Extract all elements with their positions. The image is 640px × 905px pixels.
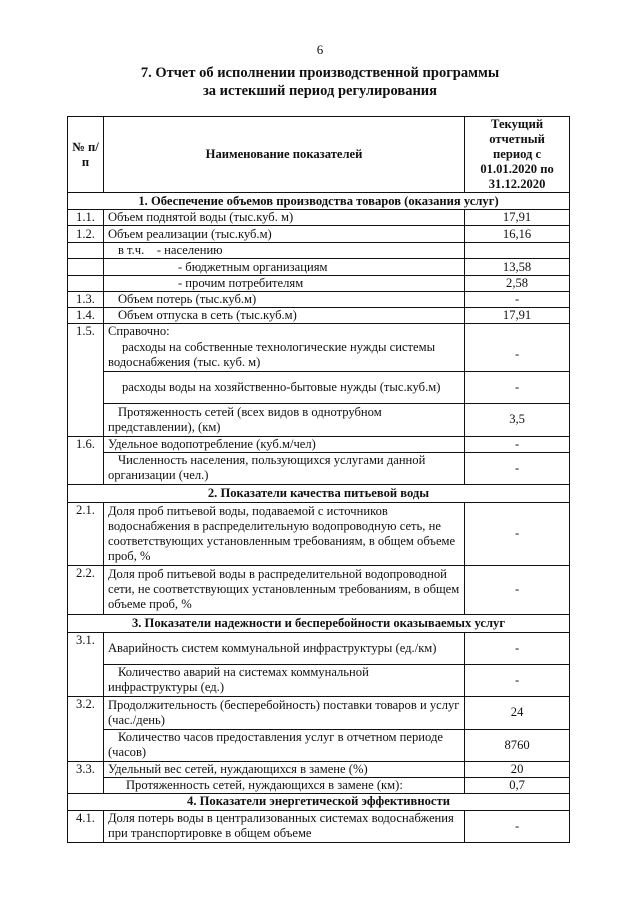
row-value bbox=[465, 243, 570, 259]
table-row bbox=[68, 226, 570, 243]
row-value: - bbox=[465, 371, 570, 403]
table-row bbox=[68, 565, 570, 614]
row-name bbox=[103, 729, 464, 761]
report-table bbox=[67, 116, 570, 843]
row-name-text: Численность населения, пользующихся услугами данной организации (чел.) bbox=[107, 453, 426, 482]
row-name: Справочно: bbox=[103, 324, 464, 340]
row-value: 2,58 bbox=[465, 276, 570, 292]
table-row bbox=[68, 371, 570, 403]
row-name: Объем поднятой воды (тыс.куб. м) bbox=[103, 210, 464, 226]
title-line-2: за истекший период регулирования bbox=[202, 83, 438, 99]
row-num: 2.2. bbox=[68, 565, 104, 614]
row-value: - bbox=[465, 632, 570, 664]
row-name: Объем реализации (тыс.куб.м) bbox=[103, 226, 464, 243]
table-row bbox=[68, 664, 570, 696]
row-name: Объем отпуска в сеть (тыс.куб.м) bbox=[103, 308, 464, 324]
row-value: - bbox=[465, 436, 570, 452]
row-num: 3.2. bbox=[68, 696, 104, 761]
table-row bbox=[68, 210, 570, 226]
row-value: - bbox=[465, 565, 570, 614]
row-num bbox=[68, 276, 104, 292]
table-row bbox=[68, 292, 570, 308]
row-num: 2.1. bbox=[68, 502, 104, 565]
table-row bbox=[68, 403, 570, 436]
row-num: 1.1. bbox=[68, 210, 104, 226]
row-num: 1.5. bbox=[68, 324, 104, 437]
section-row bbox=[68, 193, 570, 210]
row-num: 1.4. bbox=[68, 308, 104, 324]
row-name: Продолжительность (бесперебойность) поставки товаров и услуг (час./день) bbox=[103, 696, 464, 729]
table-row bbox=[68, 339, 570, 371]
row-value: - bbox=[465, 810, 570, 842]
row-num bbox=[68, 243, 104, 259]
row-num: 1.3. bbox=[68, 292, 104, 308]
table-row bbox=[68, 502, 570, 565]
row-num: 1.6. bbox=[68, 436, 104, 484]
row-name bbox=[103, 339, 464, 371]
section-title: 4. Показатели энергетической эффективности bbox=[68, 793, 570, 810]
title-line-1: 7. Отчет об исполнении производственной программы bbox=[140, 65, 500, 81]
row-value: 20 bbox=[465, 761, 570, 777]
page-title bbox=[0, 64, 640, 100]
table-header-row bbox=[68, 117, 570, 193]
row-name bbox=[103, 452, 464, 484]
row-name: Доля потерь воды в централизованных системах водоснабжения при транспортировке в общем объеме bbox=[103, 810, 464, 842]
table-row bbox=[68, 632, 570, 664]
row-value: - bbox=[465, 292, 570, 308]
table-row bbox=[68, 761, 570, 777]
row-value: 24 bbox=[465, 696, 570, 729]
row-name-text: Количество часов предоставления услуг в отчетном периоде (часов) bbox=[107, 730, 443, 759]
table-row bbox=[68, 729, 570, 761]
row-value: - bbox=[465, 502, 570, 565]
table-row bbox=[68, 308, 570, 324]
row-value: 17,91 bbox=[465, 210, 570, 226]
section-row bbox=[68, 793, 570, 810]
header-num: № п/п bbox=[68, 117, 104, 193]
table-row bbox=[68, 452, 570, 484]
row-num: 3.1. bbox=[68, 632, 104, 696]
header-name: Наименование показателей bbox=[103, 117, 464, 193]
table-row bbox=[68, 276, 570, 292]
table-row bbox=[68, 436, 570, 452]
row-name bbox=[103, 664, 464, 696]
row-name: в т.ч. - населению bbox=[103, 243, 464, 259]
row-name-text: расходы на собственные технологические нужды системы водоснабжения (тыс. куб. м) bbox=[107, 339, 436, 369]
row-name: Протяженность сетей, нуждающихся в замене (км): bbox=[103, 777, 464, 793]
row-num: 4.1. bbox=[68, 810, 104, 842]
row-name: - бюджетным организациям bbox=[103, 259, 464, 276]
row-name: - прочим потребителям bbox=[103, 276, 464, 292]
row-value: - bbox=[465, 452, 570, 484]
row-num: 3.3. bbox=[68, 761, 104, 793]
row-name: Удельное водопотребление (куб.м/чел) bbox=[103, 436, 464, 452]
row-value: 3,5 bbox=[465, 403, 570, 436]
row-name-text: Количество аварий на системах коммунальной инфраструктуры (ед.) bbox=[107, 665, 369, 694]
row-value: - bbox=[465, 664, 570, 696]
row-value: 16,16 bbox=[465, 226, 570, 243]
row-num: 1.2. bbox=[68, 226, 104, 243]
row-value: 0,7 bbox=[465, 777, 570, 793]
row-name-text: Протяженность сетей (всех видов в однотрубном представлении), (км) bbox=[107, 404, 382, 434]
table-row bbox=[68, 777, 570, 793]
row-name: Доля проб питьевой воды в распределительной водопроводной сети, не соответствующих установленным требованиям, в общем объеме проб, % bbox=[103, 565, 464, 614]
row-name: Аварийность систем коммунальной инфраструктуры (ед./км) bbox=[103, 632, 464, 664]
row-name: Доля проб питьевой воды, подаваемой с источников водоснабжения в распределительную водопроводную сеть, не соответствующих установленным требованиям, в общем объеме проб, % bbox=[103, 502, 464, 565]
section-title: 3. Показатели надежности и бесперебойности оказываемых услуг bbox=[68, 614, 570, 632]
table-row bbox=[68, 810, 570, 842]
row-name bbox=[103, 371, 464, 403]
row-name: Объем потерь (тыс.куб.м) bbox=[103, 292, 464, 308]
row-value: 13,58 bbox=[465, 259, 570, 276]
row-value bbox=[465, 324, 570, 340]
section-title: 1. Обеспечение объемов производства товаров (оказания услуг) bbox=[68, 193, 570, 210]
page-number: 6 bbox=[316, 42, 324, 57]
section-title: 2. Показатели качества питьевой воды bbox=[68, 484, 570, 502]
row-name: Удельный вес сетей, нуждающихся в замене (%) bbox=[103, 761, 464, 777]
row-name bbox=[103, 403, 464, 436]
row-num bbox=[68, 259, 104, 276]
table-row bbox=[68, 243, 570, 259]
header-value: Текущий отчетный период с 01.01.2020 по 31.12.2020 bbox=[465, 117, 570, 193]
row-value: - bbox=[465, 339, 570, 371]
table-row bbox=[68, 696, 570, 729]
row-value: 17,91 bbox=[465, 308, 570, 324]
row-value: 8760 bbox=[465, 729, 570, 761]
table-row bbox=[68, 259, 570, 276]
section-row bbox=[68, 484, 570, 502]
table-row bbox=[68, 324, 570, 340]
section-row bbox=[68, 614, 570, 632]
row-name-text: расходы воды на хозяйственно-бытовые нужды (тыс.куб.м) bbox=[121, 379, 441, 394]
